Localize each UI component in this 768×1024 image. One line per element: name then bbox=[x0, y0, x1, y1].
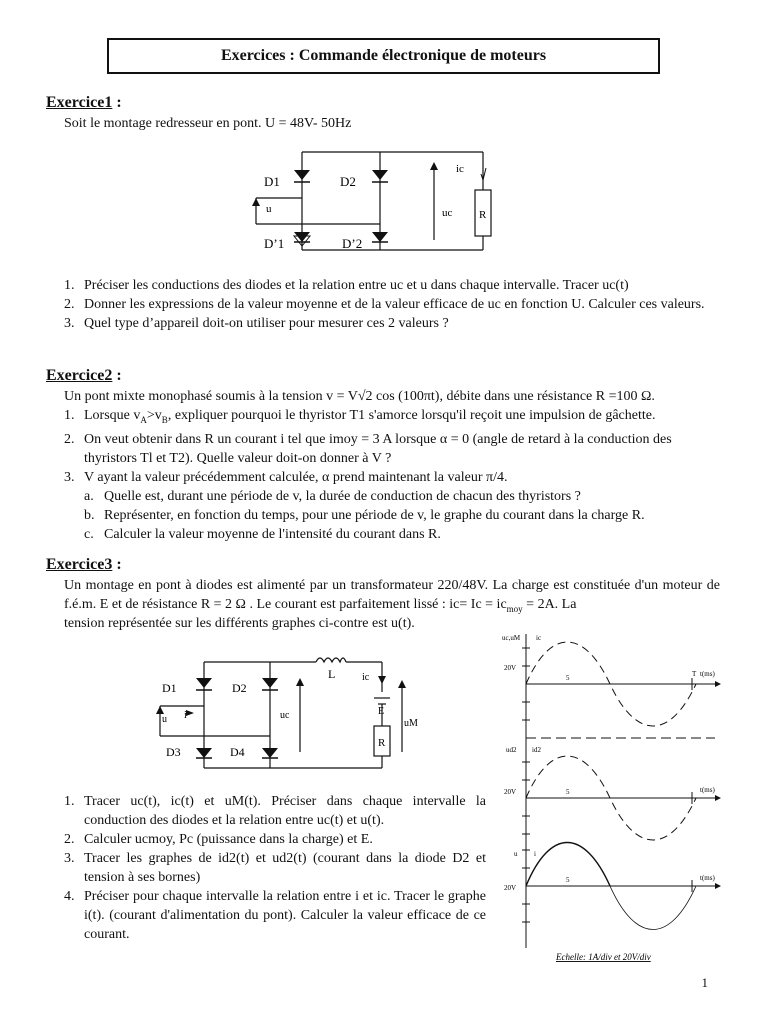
svg-text:i: i bbox=[184, 710, 187, 721]
svg-text:D2: D2 bbox=[340, 174, 356, 189]
exercise1-circuit-diagram bbox=[238, 150, 508, 260]
svg-text:L: L bbox=[328, 667, 336, 681]
svg-text:20V: 20V bbox=[504, 664, 517, 672]
page-number: 1 bbox=[701, 975, 708, 990]
svg-text:u: u bbox=[266, 203, 272, 215]
svg-text:uc: uc bbox=[280, 710, 290, 721]
svg-text:u: u bbox=[162, 714, 167, 725]
svg-text:5: 5 bbox=[566, 876, 570, 884]
exercise3-questions bbox=[64, 792, 486, 944]
svg-text:E: E bbox=[378, 706, 385, 717]
exercise2-subquestions bbox=[84, 487, 724, 544]
exercise2-heading: Exercice2 : bbox=[46, 367, 122, 384]
svg-text:uM: uM bbox=[404, 718, 418, 729]
svg-text:D1: D1 bbox=[264, 174, 280, 189]
list-item: 4. Préciser pour chaque intervalle la relation entre i et ic. Tracer le graphe i(t). (courant d'alimentation du pont). Calculer la valeur efficace de ce courant. bbox=[64, 889, 486, 942]
list-item: 1. Préciser les conductions des diodes et la relation entre uc et u dans chaque intervalle. Tracer uc(t) bbox=[64, 278, 629, 293]
exercise3-heading: Exercice3 : bbox=[46, 556, 122, 573]
svg-text:D’2: D’2 bbox=[342, 236, 363, 251]
svg-text:uc,uM: uc,uM bbox=[502, 634, 521, 642]
svg-text:20V: 20V bbox=[504, 788, 517, 796]
svg-text:ud2: ud2 bbox=[506, 746, 517, 754]
svg-text:t(ms): t(ms) bbox=[700, 786, 715, 794]
exercise2-intro: Un pont mixte monophasé soumis à la tension v = V√2 cos (100πt), débite dans une résistance R =100 Ω. bbox=[64, 389, 655, 404]
svg-text:5: 5 bbox=[566, 788, 570, 796]
exercise3-intro-end: tension représentée sur les différents graphes ci-contre est u(t). bbox=[64, 616, 415, 631]
list-item: b. Représenter, en fonction du temps, pour une période de v, le graphe du courant dans la charge R. bbox=[84, 508, 645, 523]
exercise1-heading: Exercice1 : bbox=[46, 94, 122, 111]
svg-text:D2: D2 bbox=[232, 681, 247, 695]
list-item: 2. On veut obtenir dans R un courant i tel que imoy = 3 A lorsque α = 0 (angle de retard à la conduction des thyristors Tl et T2). Quelle valeur doit-on donner à V ? bbox=[64, 431, 672, 466]
svg-text:ic: ic bbox=[362, 672, 370, 683]
svg-text:uc: uc bbox=[442, 207, 453, 219]
exercise3-circuit-diagram bbox=[150, 652, 450, 772]
svg-text:i: i bbox=[534, 850, 536, 858]
list-item: a. Quelle est, durant une période de v, la durée de conduction de chacun des thyristors ? bbox=[84, 489, 581, 504]
svg-text:t(ms): t(ms) bbox=[700, 874, 715, 882]
exercise2-questions bbox=[64, 406, 724, 487]
svg-text:R: R bbox=[479, 209, 487, 221]
exercise3-waveform-graphs bbox=[500, 628, 725, 963]
svg-text:Echelle: 1A/div et 20V/div: Echelle: 1A/div et 20V/div bbox=[556, 952, 651, 962]
svg-text:D1: D1 bbox=[162, 681, 177, 695]
list-item: c. Calculer la valeur moyenne de l'intensité du courant dans R. bbox=[84, 527, 441, 542]
list-item: 2. Donner les expressions de la valeur moyenne et de la valeur efficace de uc en fonction U. Calculer ces valeurs. bbox=[64, 297, 705, 312]
exercise3-intro: Un montage en pont à diodes est alimenté par un transformateur 220/48V. La charge est constituée d'un moteur de f.é.m. E et de résistance R = 2 Ω . Le courant est parfaitement lissé : $ic= Ic = ic_{moy} = 2A$. La bbox=[64, 578, 720, 614]
svg-text:t(ms): t(ms) bbox=[700, 670, 715, 678]
svg-text:R: R bbox=[378, 737, 386, 749]
document-title: Exercices : Commande électronique de moteurs bbox=[107, 38, 660, 74]
exercise1-intro: Soit le montage redresseur en pont. U = 48V- 50Hz bbox=[64, 116, 352, 131]
list-item: 1. Lorsque $v_A>v_B$, expliquer pourquoi le thyristor T1 s'amorce lorsqu'il reçoit une impulsion de gâchette. bbox=[64, 408, 656, 425]
svg-text:20V: 20V bbox=[504, 884, 517, 892]
svg-text:D3: D3 bbox=[166, 745, 181, 759]
list-item: 1. Tracer uc(t), ic(t) et uM(t). Préciser dans chaque intervalle la conduction des diodes et la relation entre uc(t) et u(t). bbox=[64, 794, 486, 828]
svg-text:D’1: D’1 bbox=[264, 236, 285, 251]
list-item: 2. Calculer ucmoy, Pc (puissance dans la charge) et E. bbox=[64, 832, 373, 847]
svg-text:5: 5 bbox=[566, 674, 570, 682]
svg-text:T: T bbox=[692, 670, 697, 678]
list-item: 3. Tracer les graphes de id2(t) et ud2(t) (courant dans la diode D2 et tension à ses bornes) bbox=[64, 851, 486, 885]
svg-text:ic: ic bbox=[456, 163, 464, 175]
list-item: 3. V ayant la valeur précédemment calculée, α prend maintenant la valeur π/4. bbox=[64, 469, 508, 485]
svg-text:ic: ic bbox=[536, 634, 542, 642]
exercise1-questions bbox=[64, 276, 724, 333]
svg-text:id2: id2 bbox=[532, 746, 541, 754]
svg-text:u: u bbox=[514, 850, 518, 858]
list-item: 3. Quel type d’appareil doit-on utiliser pour mesurer ces 2 valeurs ? bbox=[64, 316, 449, 331]
svg-text:D4: D4 bbox=[230, 745, 245, 759]
